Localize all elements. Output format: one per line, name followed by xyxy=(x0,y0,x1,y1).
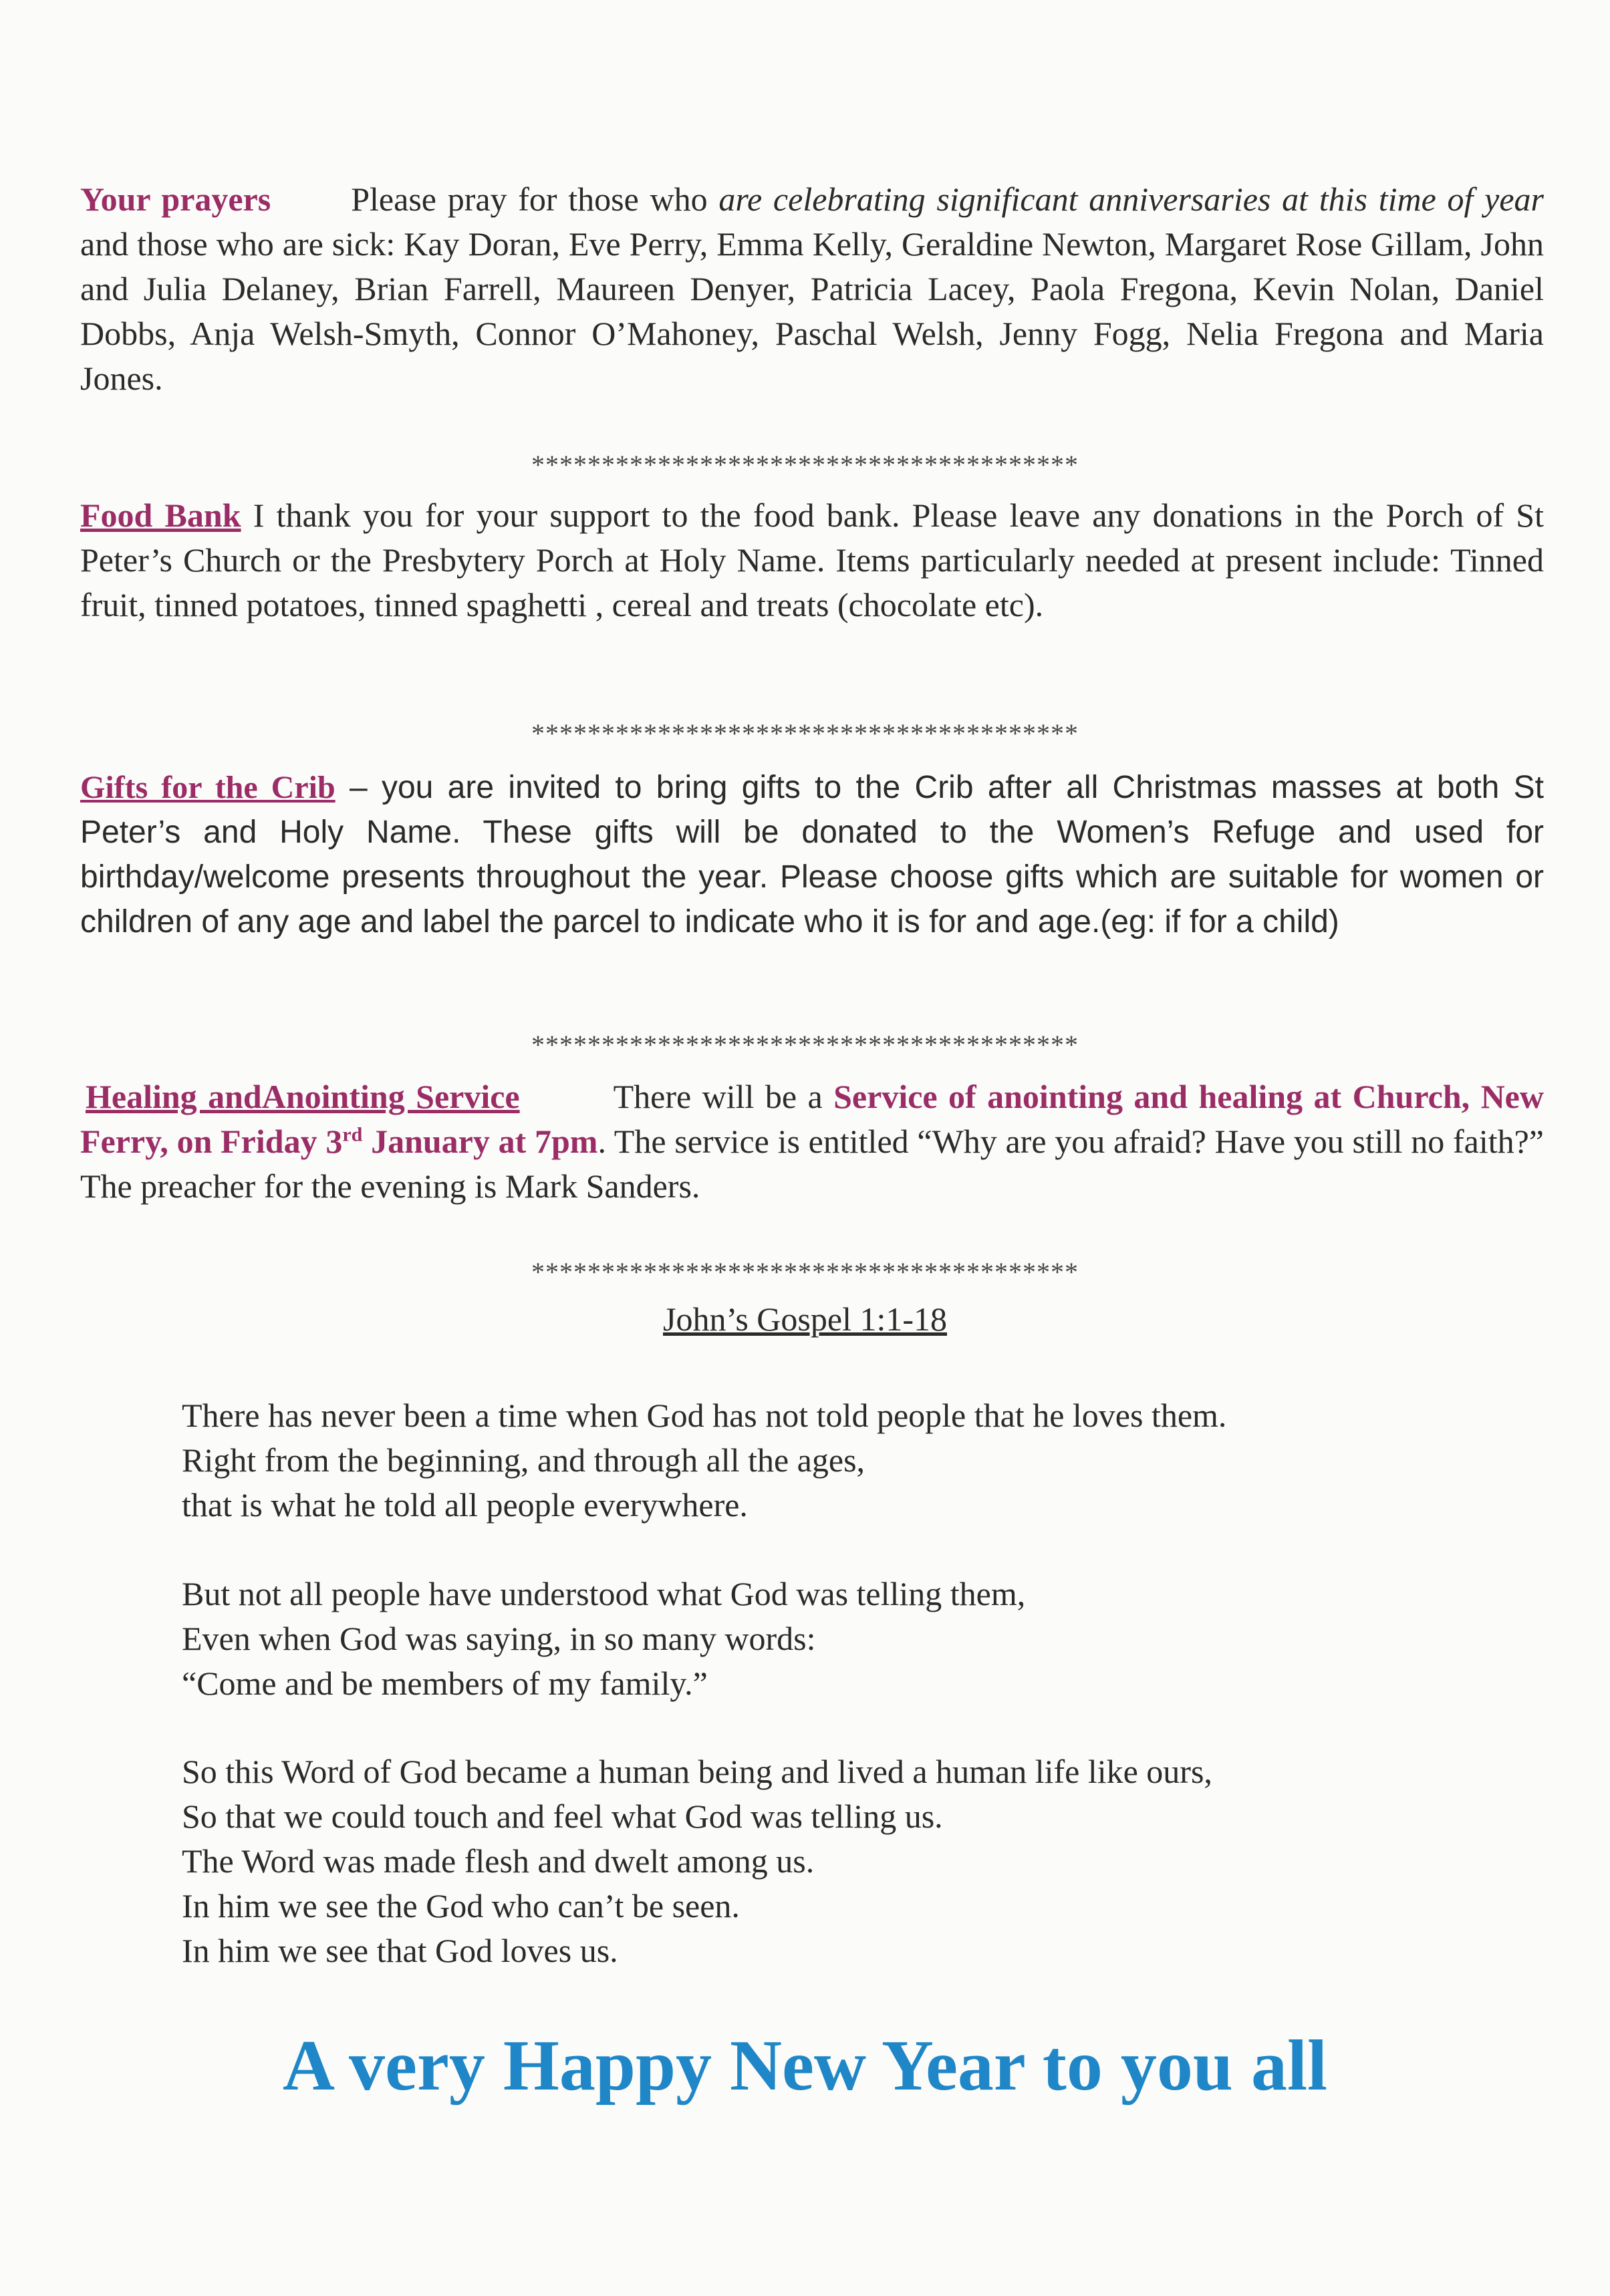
gospel-stanza-3 xyxy=(182,1749,1212,1973)
food-bank-heading: Food Bank xyxy=(80,496,241,534)
poem-line: So this Word of God became a human being and lived a human life like ours, xyxy=(182,1753,1212,1790)
crib-heading: Gifts for the Crib xyxy=(80,770,336,805)
poem-line: But not all people have understood what God was telling them, xyxy=(182,1575,1026,1612)
poem-line: So that we could touch and feel what God was telling us. xyxy=(182,1798,943,1835)
healing-highlight-2: January at 7pm xyxy=(362,1123,598,1160)
separator-1: *************************************** xyxy=(531,450,1079,480)
poem-line: In him we see that God loves us. xyxy=(182,1932,618,1969)
crib-text: – you are invited to bring gifts to the Crib after all Christmas masses at both St Peter’s and Holy Name. These gifts will be donated to the Women’s Refuge and used for birthday/welcome presents throughout the year. Please choose gifts which are suitable for women or children of any age and label the parcel to indicate who it is for and age.(eg: if for a child) xyxy=(80,770,1544,940)
poem-line: Even when God was saying, in so many words: xyxy=(182,1620,816,1657)
poem-line: that is what he told all people everywhere. xyxy=(182,1486,748,1524)
healing-text: . The service is entitled “Why are you afraid? Have you still no faith?” The preacher for the evening is Mark Sanders. xyxy=(80,1123,1544,1205)
food-bank-text: I thank you for your support to the food bank. Please leave any donations in the Porch of St Peter’s Church or the Presbytery Porch at Holy Name. Items particularly needed at present include: Tinned fruit, tinned potatoes, tinned spaghetti , cereal and treats (chocolate etc). xyxy=(80,496,1544,623)
closing-greeting: A very Happy New Year to you all xyxy=(283,2026,1327,2106)
separator-4: *************************************** xyxy=(531,1257,1079,1287)
prayers-heading: Your prayers xyxy=(80,180,271,218)
gospel-title: John’s Gospel 1:1-18 xyxy=(663,1300,947,1338)
crib-section xyxy=(80,765,1544,944)
healing-lead: There will be a xyxy=(613,1078,834,1115)
poem-line: In him we see the God who can’t be seen. xyxy=(182,1887,740,1924)
healing-highlight-1: Service of anointing and healing at Church, New Ferry, on Friday 3 xyxy=(80,1078,1544,1160)
poem-line: There has never been a time when God has not told people that he loves them. xyxy=(182,1397,1227,1434)
prayers-section xyxy=(80,177,1544,401)
poem-line: Right from the beginning, and through all the ages, xyxy=(182,1441,865,1479)
separator-3: *************************************** xyxy=(531,1030,1079,1060)
healing-section xyxy=(80,1074,1544,1209)
healing-date-suffix: rd xyxy=(342,1123,363,1146)
poem-line: “Come and be members of my family.” xyxy=(182,1665,708,1702)
prayers-intro: Please pray for those who xyxy=(351,180,719,218)
prayers-text: and those who are sick: Kay Doran, Eve Perry, Emma Kelly, Geraldine Newton, Margaret Rose Gillam, John and Julia Delaney, Brian Farrell, Maureen Denyer, Patricia Lacey, Paola Fregona, Kevin Nolan, Daniel Dobbs, Anja Welsh-Smyth, Connor O’Mahoney, Paschal Welsh, Jenny Fogg, Nelia Fregona and Maria Jones. xyxy=(80,225,1544,397)
gospel-stanza-2 xyxy=(182,1572,1025,1706)
food-bank-section xyxy=(80,493,1544,627)
poem-line: The Word was made flesh and dwelt among us. xyxy=(182,1842,815,1880)
healing-heading: Healing andAnointing Service xyxy=(86,1078,520,1115)
separator-2: *************************************** xyxy=(531,718,1079,748)
gospel-stanza-1 xyxy=(182,1393,1226,1528)
prayers-italic: are celebrating significant anniversaries at this time of year xyxy=(718,180,1544,218)
